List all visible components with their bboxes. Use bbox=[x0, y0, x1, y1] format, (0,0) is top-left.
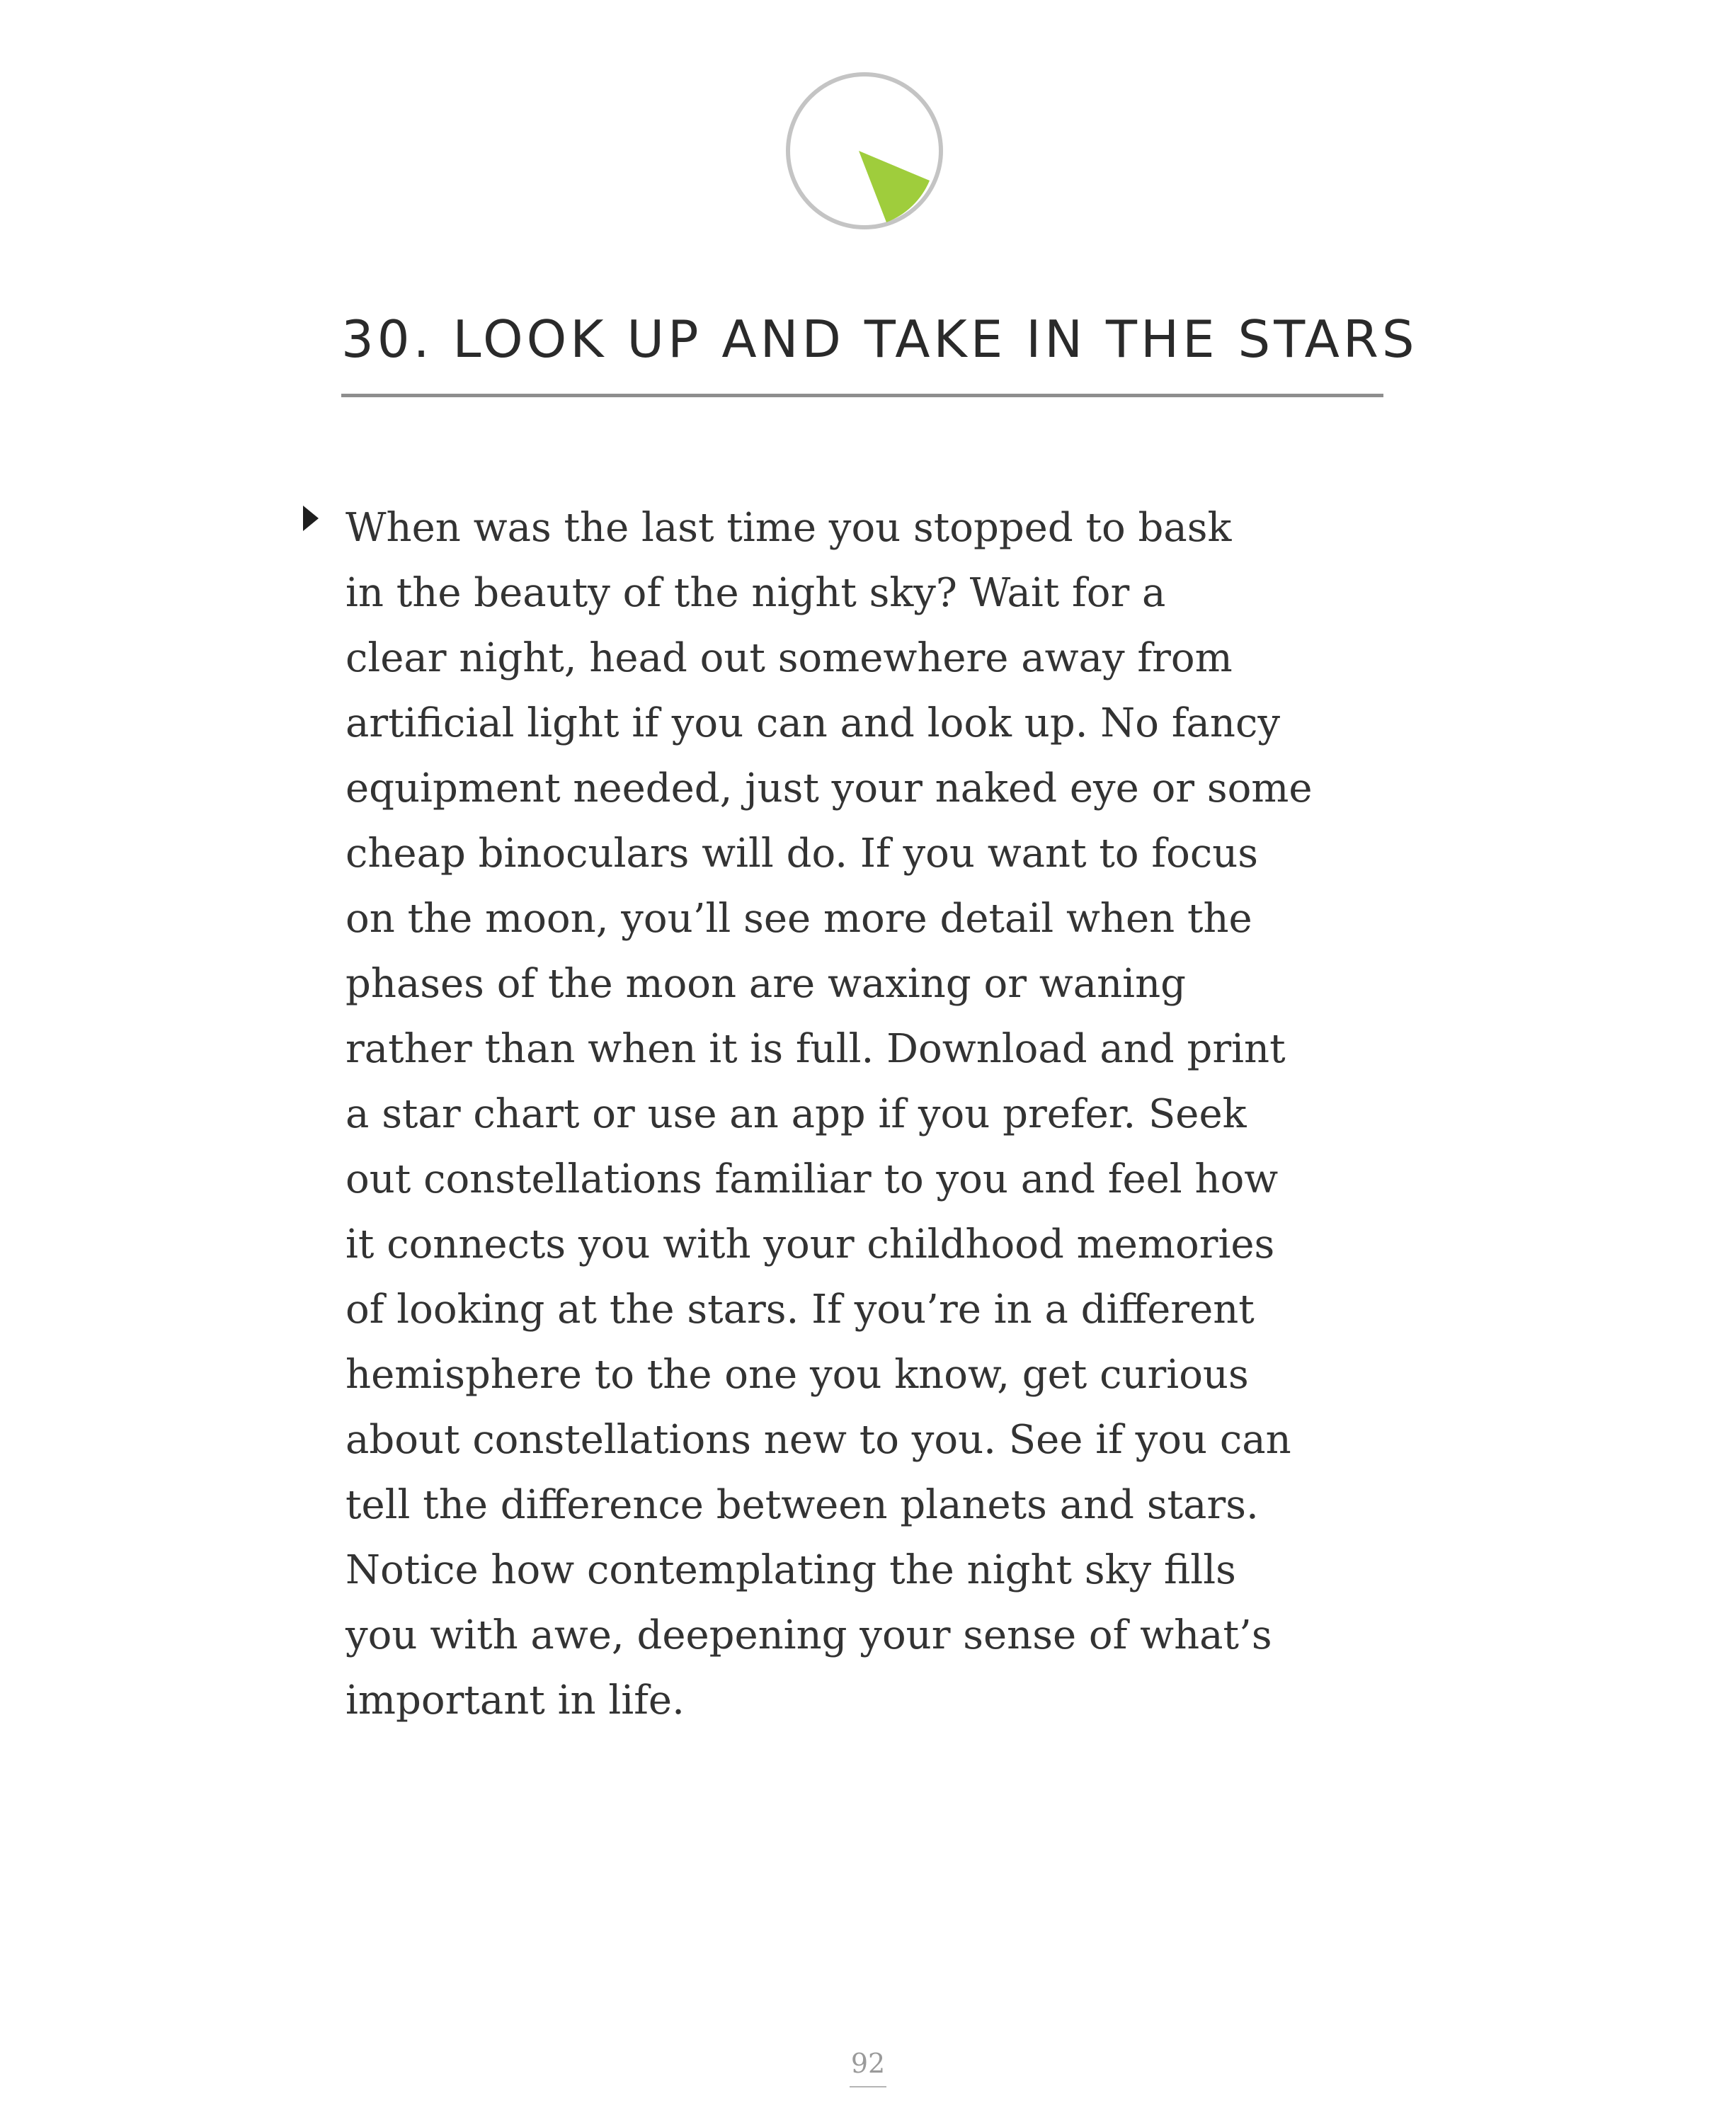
body-line: Notice how contemplating the night sky fills bbox=[346, 1547, 1236, 1593]
body-line: a star chart or use an app if you prefer. Seek bbox=[346, 1091, 1247, 1137]
body-line: phases of the moon are waxing or waning bbox=[346, 961, 1186, 1007]
timer-icon bbox=[784, 71, 944, 231]
body-line: you with awe, deepening your sense of what’s bbox=[346, 1612, 1272, 1658]
body-line: out constellations familiar to you and feel how bbox=[346, 1156, 1279, 1202]
body-line: important in life. bbox=[346, 1677, 685, 1724]
body-line: of looking at the stars. If you’re in a different bbox=[346, 1287, 1255, 1333]
body-line: it connects you with your childhood memories bbox=[346, 1221, 1275, 1267]
triangle-bullet-icon bbox=[303, 506, 319, 531]
title-divider bbox=[341, 394, 1383, 397]
body-line: cheap binoculars will do. If you want to focus bbox=[346, 831, 1259, 877]
body-paragraph bbox=[346, 496, 1422, 1733]
body-line: on the moon, you’ll see more detail when the bbox=[346, 896, 1252, 942]
body-line: rather than when it is full. Download and print bbox=[346, 1026, 1286, 1072]
page-number-underline bbox=[850, 2086, 886, 2087]
body-line: clear night, head out somewhere away from bbox=[346, 635, 1233, 681]
body-line: in the beauty of the night sky? Wait for a bbox=[346, 570, 1166, 616]
body-line: tell the difference between planets and stars. bbox=[346, 1482, 1259, 1528]
body-line: hemisphere to the one you know, get curious bbox=[346, 1352, 1249, 1398]
page-title: 30. LOOK UP AND TAKE IN THE STARS bbox=[341, 309, 1418, 369]
body-line: about constellations new to you. See if you can bbox=[346, 1417, 1291, 1463]
page-number: 92 bbox=[850, 2048, 886, 2079]
body-line: When was the last time you stopped to bask bbox=[346, 505, 1232, 551]
body-line: equipment needed, just your naked eye or some bbox=[346, 765, 1313, 811]
body-line: artificial light if you can and look up. No fancy bbox=[346, 700, 1280, 746]
